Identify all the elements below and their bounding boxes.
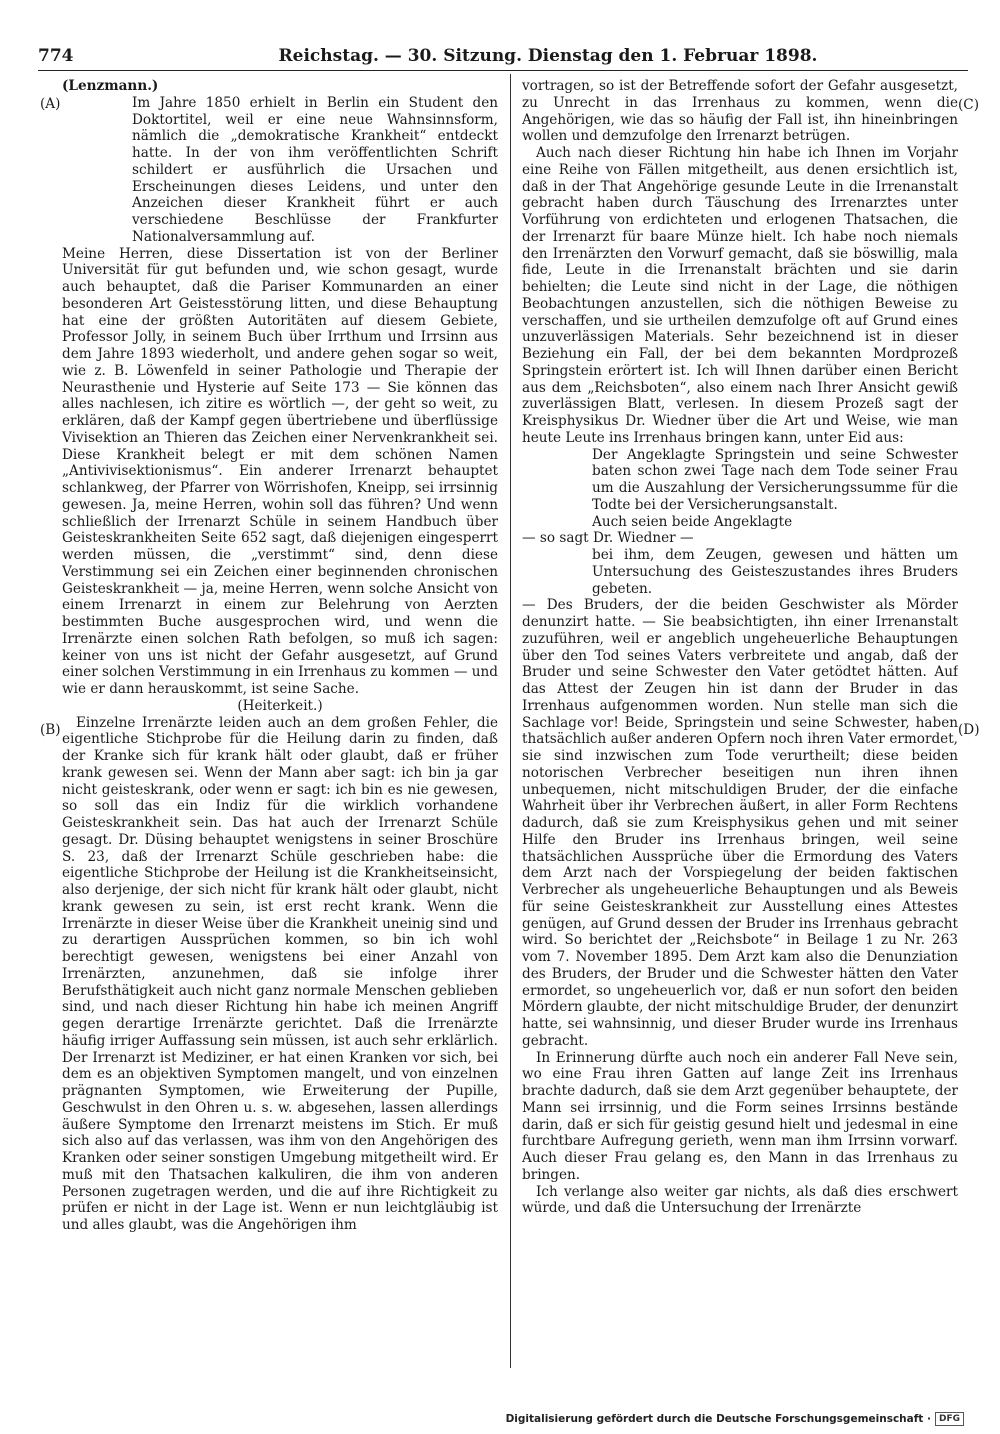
- paragraph: Ich verlange also weiter gar nichts, als daß dies erschwert würde, und daß die Untersuchung der Irrenärzte: [522, 1183, 958, 1217]
- interjection: (Heiterkeit.): [237, 697, 323, 714]
- margin-marker-d: (D): [958, 722, 980, 738]
- margin-marker-b: (B): [40, 722, 61, 738]
- paragraph: vortragen, so ist der Betreffende sofort der Gefahr ausgesetzt, zu Unrecht in das Irrenhaus zu kommen, wenn die Angehörigen, wie das so häufig der Fall ist, ihn hineinbringen wollen und demzufolge den Irrenarzt betrügen.: [522, 78, 958, 145]
- left-column: [62, 78, 498, 1368]
- paragraph: Im Jahre 1850 erhielt in Berlin ein Student den Doktortitel, weil er eine neue Wahnsinnsform, nämlich die „demokratische Krankheit“ entdeckt hatte. In der von ihm veröffentlichten Schrift schildert er ausführlich die Ursachen und Erscheinungen dieses Leidens, und unter den Anzeichen dieser Krankheit führt er auch verschiedene Beschlüsse der Frankfurter Nationalversammlung auf.: [132, 94, 498, 245]
- paragraph: Auch nach dieser Richtung hin habe ich Ihnen im Vorjahr eine Reihe von Fällen mitgetheilt, aus denen ersichtlich ist, daß in der That Angehörige gesunde Leute in die Irrenanstalt gebracht haben durch Täuschung des Irrenarztes unter Vorführung von erdichteten und erlogenen Thatsachen, die der Irrenarzt für baare Münze hielt. Ich habe noch niemals den Irrenärzten den Vorwurf gemacht, daß sie böswillig, mala fide, Leute in die Irrenanstalt brächten und sie darin behielten; die Leute sind nicht in der Lage, die nöthigen Beobachtungen anzustellen, sich die nöthigen Beweise zu verschaffen, und sie urtheilen demzufolge oft auf Grund eines unzuverlässigen Materials. Sehr bezeichnend ist in dieser Beziehung ein Fall, der bei dem bekannten Mordprozeß Springstein erörtert ist. Ich will Ihnen darüber einen Bericht aus dem „Reichsboten“, also einem nach Ihrer Ansicht gewiß zuverlässigen Blatt, verlesen. In diesem Prozeß sagt der Kreisphysikus Dr. Wiedner über die Art und Weise, wie man heute Leute ins Irrenhaus bringen kann, unter Eid aus:: [522, 145, 958, 446]
- dfg-logo: DFG: [935, 1412, 964, 1426]
- margin-marker-c: (C): [958, 97, 980, 113]
- paragraph: — Des Bruders, der die beiden Geschwister als Mörder denunzirt hatte. — Sie beabsichtigten, ihn einer Irrenanstalt zuzuführen, weil er angeblich ungeheuerliche Behauptungen über den Tod seines Vaters verbreitete und angab, daß der Bruder und seine Schwester den Vater getödtet hätten. Auf das Attest der Zeugen hin ist dann der Bruder in das Irrenhaus aufgenommen worden. Nun stelle man sich die Sachlage vor! Beide, Springstein und seine Schwester, haben thatsächlich außer anderen Opfern noch ihren Vater ermordet, sie sind inzwischen zum Tode verurtheilt; diese beiden notorischen Verbrecher beseitigen nun ihren ihnen unbequemen, nicht mitschuldigen Bruder, der die einfache Wahrheit über ihr Verbrechen äußert, in aller Form Rechtens dadurch, daß sie zum Kreisphysikus gehen und mit seiner Hilfe den Bruder ins Irrenhaus bringen, weil seine thatsächlichen Aussprüche über die Ermordung des Vaters dem Arzt nach der Vorspiegelung der beiden faktischen Verbrecher als ungeheuerliche Behauptungen und als Beweis für seine Geisteskrankheit zur Ausstellung eines Attestes genügen, auf Grund dessen der Bruder ins Irrenhaus gebracht wird. So berichtet der „Reichsbote“ in Beilage 1 zu Nr. 263 vom 7. November 1895. Dem Arzt kam also die Denunziation des Bruders, der Bruder und die Schwester hätten den Vater ermordet, so ungeheuerlich vor, daß er nun sofort den beiden Mördern glaubte, der nicht mitschuldige Bruder, der denunzirt hatte, sei wahnsinnig, und dieser Bruder wurde ins Irrenhaus gebracht.: [522, 597, 958, 1049]
- margin-marker-a: (A): [40, 96, 61, 112]
- column-rule: [510, 74, 511, 1368]
- footer-credit: [506, 1412, 964, 1426]
- right-column: [522, 78, 958, 1368]
- speaker-label: (Lenzmann.): [62, 78, 159, 94]
- header-rule: [38, 70, 968, 71]
- page-header: [38, 44, 968, 70]
- paragraph: Meine Herren, diese Dissertation ist von der Berliner Universität für gut befunden und, wie schon gesagt, wurde auch behauptet, daß die Pariser Kommunarden an einer besonderen Art Geistesstörung litten, und diese Behauptung hat eine der größten Autoritäten auf diesem Gebiete, Professor Jolly, in seinem Buch über Irrthum und Irrsinn aus dem Jahre 1893 wiederholt, und andere gehen sogar so weit, wie z. B. Löwenfeld in seiner Pathologie und Therapie der Neurasthenie und Hysterie auf Seite 173 — Sie können das alles nachlesen, ich zitire es wörtlich —, der geht so weit, zu erklären, daß der Kampf gegen übertriebene und überflüssige Vivisektion an Thieren das Zeichen einer Nervenkrankheit sei. Diese Krankheit belegt er mit dem schönen Namen „Antivivisektionismus“. Ein anderer Irrenarzt behauptet schlankweg, der Pfarrer von Wörrishofen, Kneipp, sei irrsinnig gewesen. Ja, meine Herren, wohin soll das führen? Und wenn schließlich der Irrenarzt Schüle in seinem Handbuch über Geisteskrankheiten Seite 652 sagt, daß diejenigen eingesperrt werden müssen, die „verstimmt“ sind, denn diese Verstimmung sei ein Zeichen einer beginnenden chronischen Geisteskrankheit — ja, meine Herren, wenn solche Ansicht von einem Irrenarzt in einem zur Belehrung von Aerzten bestimmten Buche ausgesprochen wird, und wenn die Irrenärzte einen solchen Rath befolgen, so muß ich sagen: keiner von uns ist nicht der Gefahr ausgesetzt, auf Grund einer solchen Verstimmung in ein Irrenhaus zu kommen — und wie er dann herauskommt, ist seine Sache.: [62, 245, 498, 697]
- block-quote: Auch seien beide Angeklagte: [592, 513, 793, 530]
- block-quote: bei ihm, dem Zeugen, gewesen und hätten um Untersuchung des Geisteszustandes ihres Bruders gebeten.: [592, 547, 958, 597]
- aside-text: — so sagt Dr. Wiedner —: [522, 530, 694, 547]
- footer-text: Digitalisierung gefördert durch die Deutsche Forschungsgemeinschaft ·: [505, 1413, 931, 1425]
- page-number: 774: [38, 46, 74, 66]
- paragraph: Einzelne Irrenärzte leiden auch an dem großen Fehler, die eigentliche Stichprobe für die Heilung darin zu finden, daß der Kranke sich für krank hält oder glaubt, daß er früher krank gewesen sei. Wenn der Mann aber sagt: ich bin ja gar nicht geisteskrank, oder wenn er sagt: ich bin es nie gewesen, so soll das ein Indiz für die wirklich vorhandene Geisteskrankheit sein. Das hat auch der Irrenarzt Schüle gesagt. Dr. Düsing behauptet wenigstens in seiner Broschüre S. 23, daß der Irrenarzt Schüle geschrieben habe: die eigentliche Stichprobe der Heilung ist die Krankheitseinsicht, also derjenige, der sich nicht für krank hält oder glaubt, nicht krank gewesen zu sein, ist erst recht krank. Wenn die Irrenärzte in dieser Weise über die Krankheit uneinig sind und zu derartigen Aussprüchen kommen, so bin ich wohl berechtigt gewesen, wenigstens bei einer Anzahl von Irrenärzten, anzunehmen, daß sie infolge ihrer Berufsthätigkeit auch nicht ganz normale Menschen geblieben sind, und nach dieser Richtung hin habe ich meinen Angriff gegen derartige Irrenärzte gerichtet. Daß die Irrenärzte häufig irriger Auffassung sein müssen, ist auch sehr erklärlich. Der Irrenarzt ist Mediziner, er hat einen Kranken vor sich, bei dem es an objektiven Symptomen mangelt, und von einzelnen prägnanten Symptomen, wie Erweiterung der Pupille, Geschwulst in den Ohren u. s. w. abgesehen, lassen allerdings äußere Symptome den Irrenarzt meistens im Stich. Er muß sich also auf das verlassen, was ihm von den Angehörigen des Kranken oder seiner sonstigen Umgebung mitgetheilt wird. Er muß mit den Thatsachen kalkuliren, die ihm von anderen Personen zugetragen werden, und die auf ihre Richtigkeit zu prüfen er nicht in der Lage ist. Wenn er nun leichtgläubig ist und alles glaubt, was die Angehörigen ihm: [62, 714, 498, 1233]
- block-quote: Der Angeklagte Springstein und seine Schwester baten schon zwei Tage nach dem Tode seiner Frau um die Auszahlung der Versicherungssumme für die Todte bei der Versicherungsanstalt.: [592, 446, 958, 513]
- paragraph: In Erinnerung dürfte auch noch ein anderer Fall Neve sein, wo eine Frau ihren Gatten auf lange Zeit ins Irrenhaus brachte dadurch, daß sie dem Arzt gegenüber behauptete, der Mann sei irrsinnig, und die Form seines Irrsinns bestände darin, daß er sich für geistig gesund hielt und jedesmal in eine furchtbare Aufregung gerieth, wenn man ihm Irrsinn vorwarf. Auch dieser Frau gelang es, den Mann in das Irrenhaus zu bringen.: [522, 1049, 958, 1183]
- running-title: Reichstag. — 30. Sitzung. Dienstag den 1. Februar 1898.: [278, 46, 818, 66]
